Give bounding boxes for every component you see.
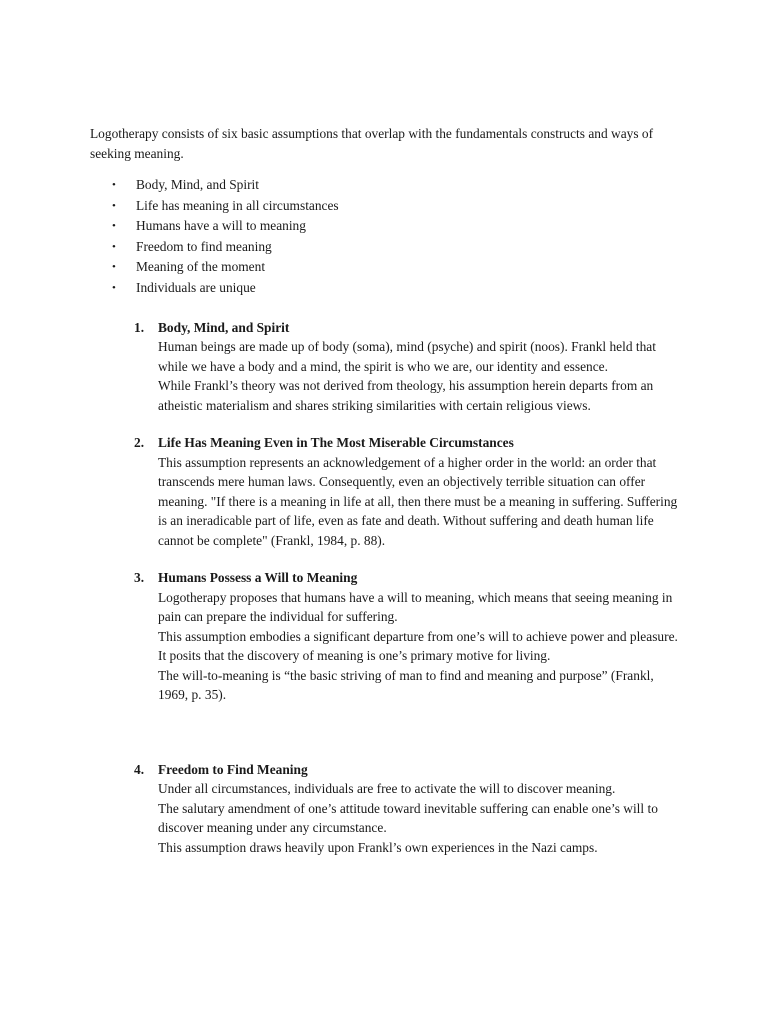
section-life-has-meaning: [90, 433, 680, 550]
bullet-text: Individuals are unique: [136, 279, 256, 295]
section-will-to-meaning: [90, 568, 680, 705]
bullet-text: Meaning of the moment: [136, 259, 266, 275]
bullet-item: [90, 175, 680, 196]
section-number: 3.: [134, 570, 145, 586]
bullet-icon: •: [112, 281, 116, 294]
section-paragraph: This assumption embodies a significant departure from one’s will to achieve power and pleasure. It posits that the discovery of meaning is one’s primary motive for living.: [158, 628, 678, 664]
bullet-text: Freedom to find meaning: [136, 238, 272, 254]
bullet-item: [90, 278, 680, 299]
section-freedom-to-find-meaning: [90, 760, 680, 858]
section-heading: Life Has Meaning Even in The Most Miserable Circumstances: [158, 435, 514, 451]
bullet-item: [90, 196, 680, 217]
section-number: 1.: [134, 319, 145, 335]
section-paragraph: Under all circumstances, individuals are free to activate the will to discover meaning.: [158, 781, 616, 797]
bullet-item: [90, 237, 680, 258]
bullet-icon: •: [112, 240, 116, 253]
bullet-item: [90, 216, 680, 237]
section-paragraph: This assumption draws heavily upon Frankl’s own experiences in the Nazi camps.: [158, 839, 598, 855]
section-paragraph: The will-to-meaning is “the basic striving of man to find and meaning and purpose” (Frankl, 1969, p. 35).: [158, 667, 654, 703]
bullet-icon: •: [112, 199, 116, 212]
assumptions-numbered-list: [90, 318, 680, 858]
section-number: 4.: [134, 761, 145, 777]
section-number: 2.: [134, 435, 145, 451]
section-body-mind-spirit: [90, 318, 680, 416]
bullet-item: [90, 257, 680, 278]
section-heading: Freedom to Find Meaning: [158, 761, 308, 777]
section-paragraph: This assumption represents an acknowledgement of a higher order in the world: an order that transcends mere human laws. Consequently, even an objectively terrible situation can offer meaning. "If there is a meaning in life at all, then there must be a meaning in suffering. Suffering is an ineradicable part of life, even as fate and death. Without suffering and death human life cannot be complete" (Frankl, 1984, p. 88).: [158, 454, 678, 548]
section-paragraph: Human beings are made up of body (soma), mind (psyche) and spirit (noos). Frankl held that while we have a body and a mind, the spirit is who we are, our identity and essence.: [158, 339, 656, 374]
bullet-icon: •: [112, 261, 116, 274]
bullet-text: Body, Mind, and Spirit: [136, 177, 259, 192]
bullet-text: Life has meaning in all circumstances: [136, 197, 339, 213]
section-heading: Humans Possess a Will to Meaning: [158, 570, 358, 586]
section-paragraph: While Frankl’s theory was not derived from theology, his assumption herein departs from an atheistic materialism and shares striking similarities with certain religious views.: [158, 378, 654, 413]
bullet-icon: •: [112, 179, 116, 191]
section-paragraph: Logotherapy proposes that humans have a will to meaning, which means that seeing meaning in pain can prepare the individual for suffering.: [158, 589, 673, 625]
bullet-icon: •: [112, 220, 116, 233]
bullet-text: Humans have a will to meaning: [136, 218, 306, 234]
intro-paragraph: Logotherapy consists of six basic assumptions that overlap with the fundamentals constructs and ways of seeking meaning.: [90, 126, 654, 161]
assumptions-bullet-list: [90, 175, 680, 299]
section-paragraph: The salutary amendment of one’s attitude toward inevitable suffering can enable one’s will to discover meaning under any circumstance.: [158, 800, 658, 836]
section-heading: Body, Mind, and Spirit: [158, 319, 290, 335]
